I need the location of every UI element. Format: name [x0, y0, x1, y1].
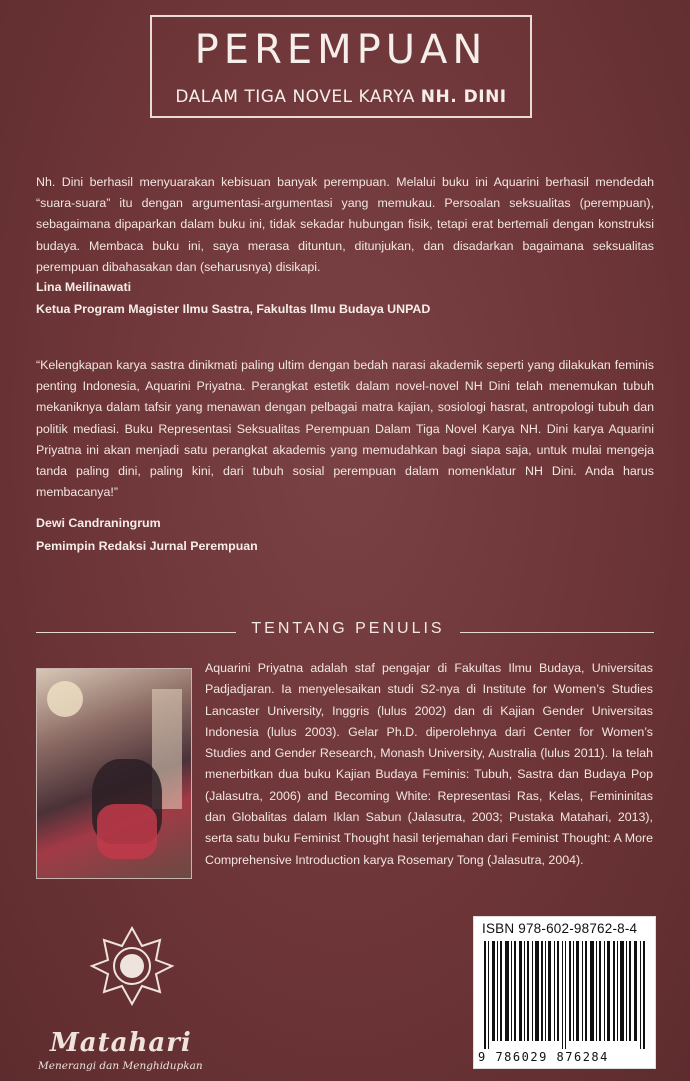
section-rule-right: [460, 632, 654, 633]
section-heading-about: TENTANG PENULIS: [251, 620, 445, 637]
title-box: [150, 15, 532, 118]
endorsement-1-role: Ketua Program Magister Ilmu Sastra, Fakultas Ilmu Budaya UNPAD: [36, 302, 431, 316]
author-photo: [36, 668, 192, 879]
subtitle-author: NH. DINI: [420, 87, 507, 107]
endorsement-2-name: Dewi Candraningrum: [36, 516, 161, 530]
section-rule-left: [36, 632, 236, 633]
subtitle-prefix: DALAM TIGA NOVEL KARYA: [175, 87, 421, 107]
endorsement-2-role: Pemimpin Redaksi Jurnal Perempuan: [36, 539, 258, 553]
endorsement-1-text: Nh. Dini berhasil menyuarakan kebisuan banyak perempuan. Melalui buku ini Aquarini berhasil mendedah “suara-suara” itu dengan argumentasi-argumentasi yang memukau. Persoalan seksualitas (perempuan), sebagaimana dipaparkan dalam buku ini, tidak sekadar hubungan fisik, tetapi erat bertemali dengan konstruksi budaya. Membaca buku ini, saya merasa dituntun, ditunjukan, dan disadarkan bagaimana seksualitas perempuan dibahasakan dan (seharusnya) disikapi.: [36, 175, 654, 274]
barcode-icon: [484, 941, 647, 1049]
isbn-box: [473, 916, 656, 1069]
author-bio: Aquarini Priyatna adalah staf pengajar di Fakultas Ilmu Budaya, Universitas Padjadjaran. Ia menyelesaikan studi S2-nya di Institute for Women’s Studies Lancaster University, Inggris (lulus 2002) dan di Kajian Gender Universitas Indonesia (lulus 2003). Gelar Ph.D. diperolehnya dari Center for Women’s Studies and Gender Research, Monash University, Australia (lulus 2011). Ia telah menerbitkan dua buku Kajian Budaya Feminis: Tubuh, Sastra dan Budaya Pop (Jalasutra, 2006) and Becoming White: Representasi Ras, Kelas, Femininitas dan Globalitas dalam Iklan Sabun (Jalasutra, 2003; Pustaka Matahari, 2013), serta satu buku Feminist Thought hasil terjemahan dari Feminist Thought: A More Comprehensive Introduction karya Rosemary Tong (Jalasutra, 2004).: [205, 661, 653, 867]
photo-shirt: [97, 804, 157, 859]
book-title: PEREMPUAN: [194, 27, 488, 73]
book-subtitle: [152, 87, 530, 107]
publisher-tagline: Menerangi dan Menghidupkan: [38, 1060, 203, 1072]
publisher-name: Matahari: [50, 1028, 192, 1058]
endorsement-2-text: “Kelengkapan karya sastra dinikmati paling ultim dengan bedah narasi akademik seperti yang dilakukan feminis penting Indonesia, Aquarini Priyatna. Perangkat estetik dalam novel-novel NH Dini telah menemukan tubuh mekaniknya dalam tafsir yang menawan dengan pelbagai matra kajian, sosiologi hasrat, antropologi tubuh dan politik mediasi. Buku Representasi Seksualitas Perempuan Dalam Tiga Novel Karya NH. Dini karya Aquarini Priyatna ini akan menjadi satu perangkat akademis yang memudahkan bagi siapa saja, untuk mulai mengeja tanda paling dini, paling kini, dari tubuh sosial perempuan dalam nomenklatur NH Dini. Anda harus membacanya!”: [36, 358, 654, 500]
photo-light: [47, 681, 83, 717]
endorsement-1-name: Lina Meilinawati: [36, 280, 132, 294]
barcode-digits: 9 786029 876284: [478, 1050, 609, 1064]
isbn-label: ISBN 978-602-98762-8-4: [482, 921, 638, 936]
